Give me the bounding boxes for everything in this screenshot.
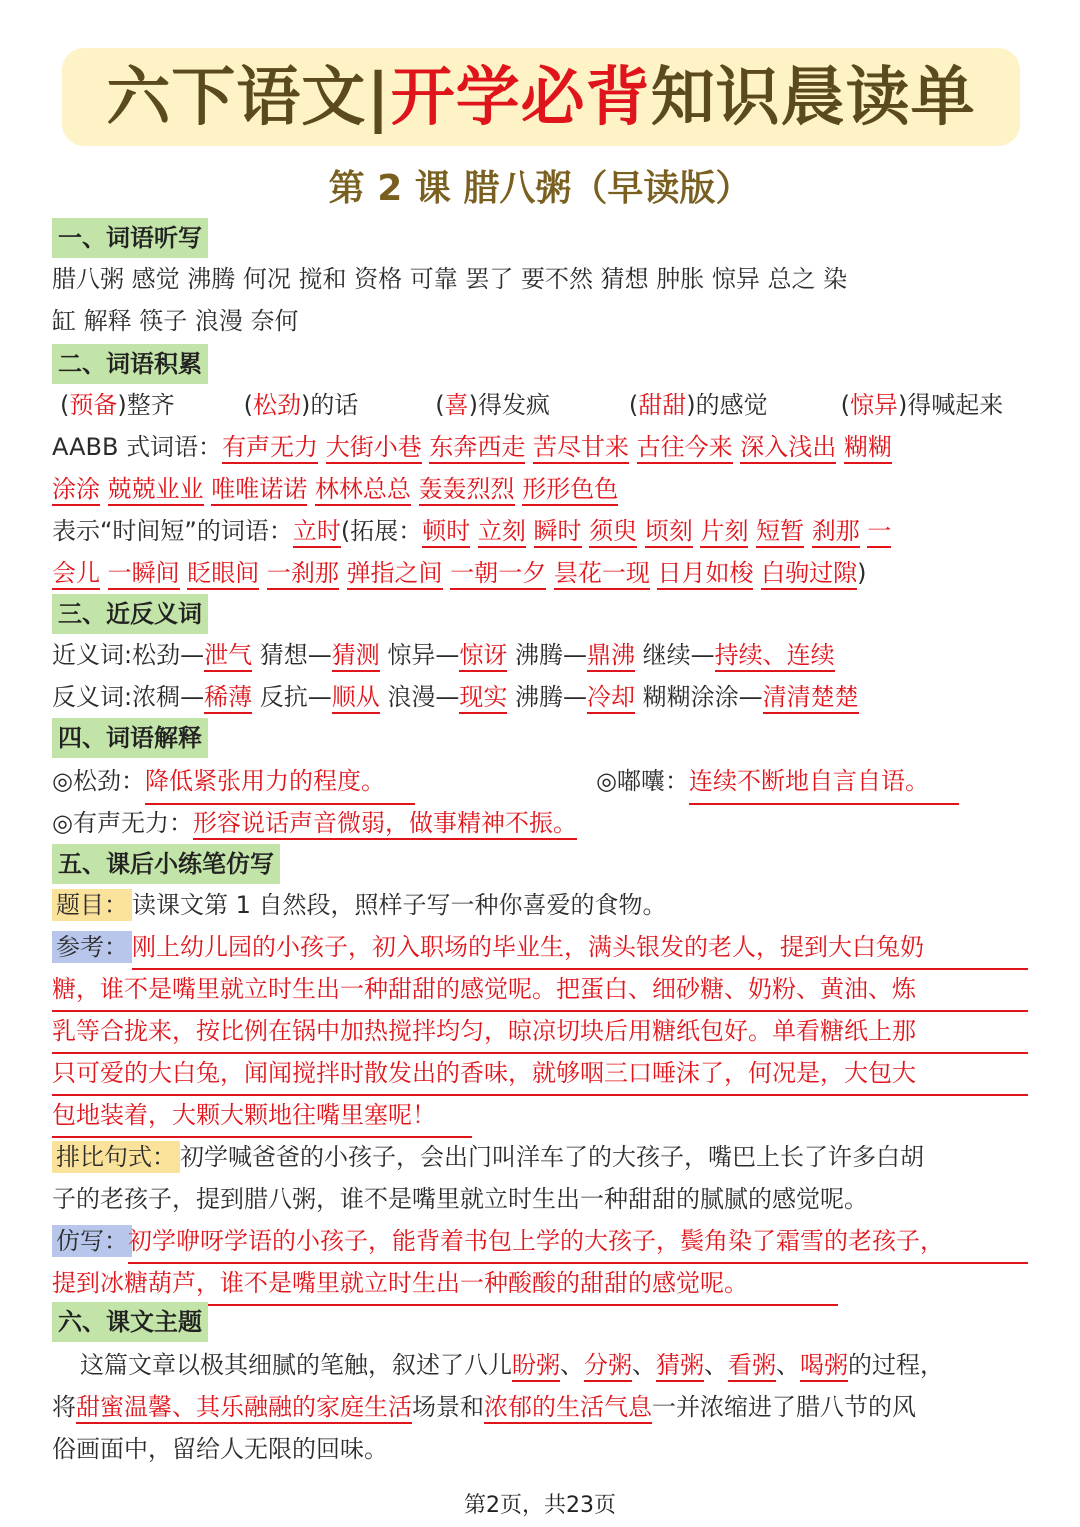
theme-line-3: 俗画面中，留给人无限的回味。 xyxy=(52,1435,388,1463)
imitation-line: 提到冰糖葫芦，谁不是嘴里就立时生出一种酸酸的甜甜的感觉呢。 xyxy=(52,1262,838,1306)
explain-item: ◎有声无力：形容说话声音微弱，做事精神不振。 xyxy=(52,802,577,844)
page-number: 第2页，共23页 xyxy=(464,1493,616,1518)
reference-line: 包地装着，大颗大颗地往嘴里塞呢！ xyxy=(52,1094,472,1138)
reference-line: 糖，谁不是嘴里就立时生出一种甜甜的感觉呢。把蛋白、细砂糖、奶粉、黄油、炼 xyxy=(52,968,1028,1012)
aabb-row-1: AABB 式词语：有声无力 大街小巷 东奔西走 苦尽甘来 古往今来 深入浅出 糊糊 xyxy=(52,426,892,468)
dictation-line-1: 腊八粥 感觉 沸腾 何况 搅和 资格 可靠 罢了 要不然 猜想 肿胀 惊异 总之 染 xyxy=(52,265,848,293)
antonyms-row: 反义词:浓稠—稀薄 反抗—顺从 浪漫—现实 沸腾—冷却 糊糊涂涂—清清楚楚 xyxy=(52,676,859,718)
fill-item: (喜)得发疯 xyxy=(435,391,551,419)
parallel-line: 子的老孩子，提到腊八粥，谁不是嘴里就立时生出一种甜甜的腻腻的感觉呢。 xyxy=(52,1185,868,1213)
explain-item: ◎嘟囔：连续不断地自言自语。 xyxy=(596,760,959,805)
explain-item: ◎松劲：降低紧张用力的程度。 xyxy=(52,760,415,805)
section-heading-dictation: 一、词语听写 xyxy=(52,218,208,258)
section-heading-theme: 六、课文主题 xyxy=(52,1302,208,1342)
fill-item: (惊异)得喊起来 xyxy=(840,391,1004,419)
time-words-row-2: 会儿 一瞬间 眨眼间 一刹那 弹指之间 一朝一夕 昙花一现 日月如梭 白驹过隙) xyxy=(52,552,867,594)
page-title: 六下语文|开学必背知识晨读单 xyxy=(106,61,976,135)
reference-line: 乳等合拢来，按比例在锅中加热搅拌均匀，晾凉切块后用糖纸包好。单看糖纸上那 xyxy=(52,1010,1028,1054)
fill-item: (预备)整齐 xyxy=(60,391,175,419)
section-heading-explanations: 四、词语解释 xyxy=(52,718,208,758)
synonyms-row: 近义词:松劲—泄气 猜想—猜测 惊异—惊讶 沸腾—鼎沸 继续—持续、连续 xyxy=(52,634,835,676)
fill-item: (松劲)的话 xyxy=(243,391,359,419)
lesson-subtitle: 第 2 课 腊八粥（早读版） xyxy=(328,168,752,209)
dictation-line-2: 缸 解释 筷子 浪漫 奈何 xyxy=(52,307,299,335)
imitation-line: 初学咿呀学语的小孩子，能背着书包上学的大孩子，鬓角染了霜雪的老孩子， xyxy=(128,1220,1028,1264)
theme-line-1: 这篇文章以极其细腻的笔触，叙述了八儿盼粥、分粥、猜粥、看粥、喝粥的过程， xyxy=(80,1344,944,1386)
practice-topic: 题目： 读课文第 1 自然段，照样子写一种你喜爱的食物。 xyxy=(52,884,667,926)
fill-item: (甜甜)的感觉 xyxy=(628,391,768,419)
section-heading-accumulation: 二、词语积累 xyxy=(52,344,208,384)
fill-blank-row xyxy=(52,384,1003,426)
aabb-row-2: 涂涂 兢兢业业 唯唯诺诺 林林总总 轰轰烈烈 形形色色 xyxy=(52,468,618,510)
parallel-line: 排比句式： 初学喊爸爸的小孩子，会出门叫洋车了的大孩子，嘴巴上长了许多白胡 xyxy=(52,1136,924,1178)
reference-label: 参考： xyxy=(52,926,132,968)
section-heading-synonyms: 三、近反义词 xyxy=(52,594,208,634)
time-words-row-1: 表示“时间短”的词语：立时(拓展：顿时 立刻 瞬时 须臾 顷刻 片刻 短暂 刹那 一 xyxy=(52,510,891,552)
reference-line: 只可爱的大白兔，闻闻搅拌时散发出的香味，就够咽三口唾沫了，何况是，大包大 xyxy=(52,1052,1028,1096)
theme-line-2: 将甜蜜温馨、其乐融融的家庭生活场景和浓郁的生活气息一并浓缩进了腊八节的风 xyxy=(52,1386,916,1428)
section-heading-practice: 五、课后小练笔仿写 xyxy=(52,844,280,884)
imitation-label: 仿写： xyxy=(52,1220,132,1262)
reference-line: 刚上幼儿园的小孩子，初入职场的毕业生，满头银发的老人，提到大白兔奶 xyxy=(132,926,1028,970)
